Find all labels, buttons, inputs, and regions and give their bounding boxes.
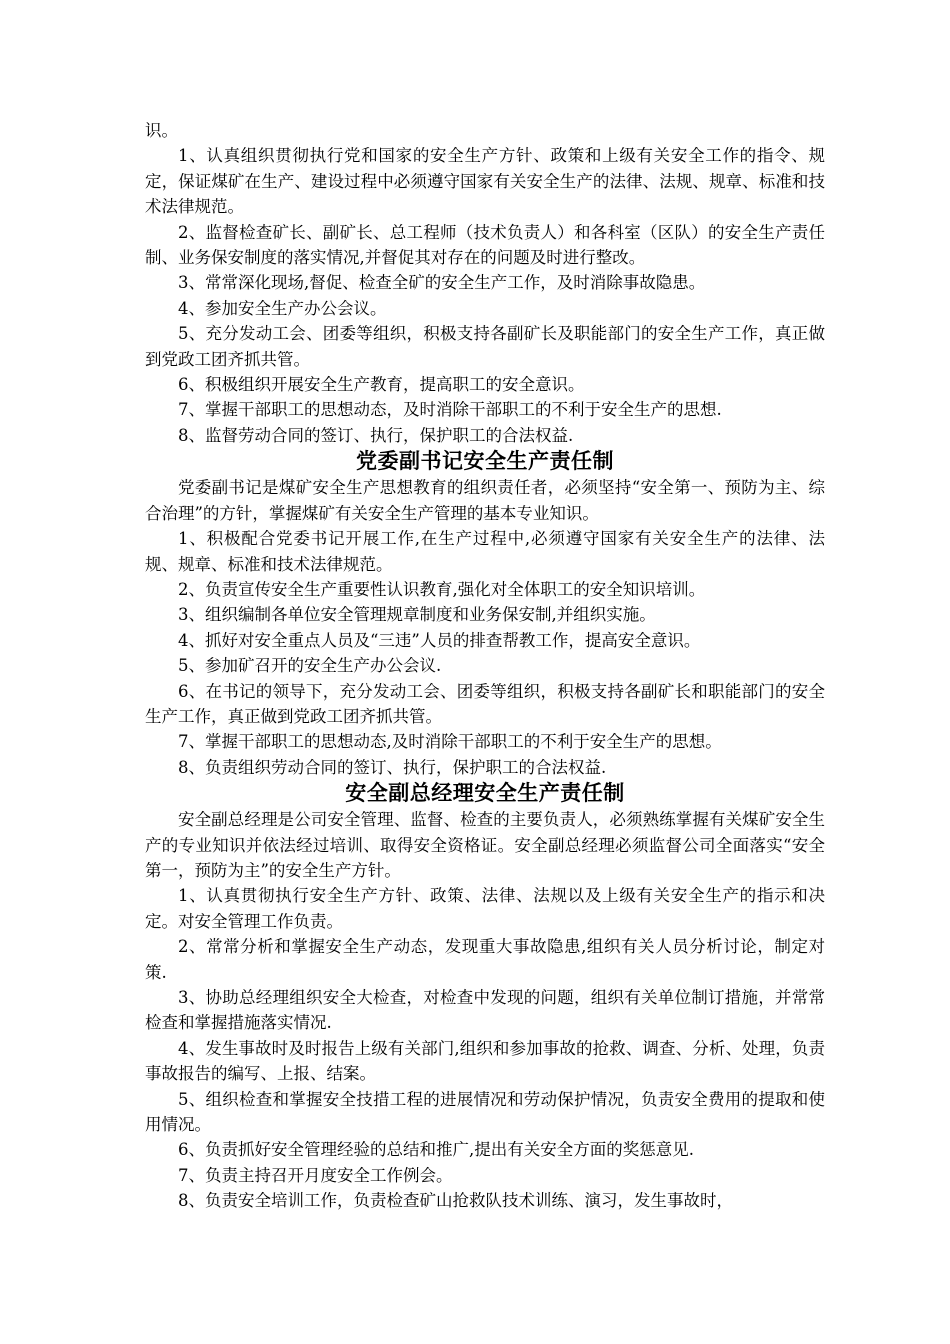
paragraph-continuation: 识。 [145, 121, 178, 140]
list-item: 6、积极组织开展安全生产教育，提高职工的安全意识。 [178, 375, 585, 395]
list-item: 6、在书记的领导下，充分发动工会、团委等组织，积极支持各副矿长和职能部门的安全生产工作，真正做到党政工团齐抓共管。 [145, 681, 825, 726]
list-item: 8、监督劳动合同的签订、执行，保护职工的合法权益. [178, 425, 574, 445]
list-item: 5、参加矿召开的安全生产办公会议. [178, 656, 442, 676]
list-item: 5、组织检查和掌握安全技措工程的进展情况和劳动保护情况，负责安全费用的提取和使用情况。 [145, 1089, 825, 1135]
list-item: 8、负责组织劳动合同的签订、执行，保护职工的合法权益. [178, 757, 607, 777]
document-page [145, 118, 825, 1214]
list-item: 4、参加安全生产办公会议。 [178, 298, 387, 318]
list-item: 3、组织编制各单位安全管理规章制度和业务保安制,并组织实施。 [178, 605, 656, 625]
list-item: 7、掌握干部职工的思想动态，及时消除干部职工的不利于安全生产的思想. [178, 400, 722, 420]
list-item: 2、常常分析和掌握安全生产动态，发现重大事故隐患,组织有关人员分析讨论，制定对策. [145, 937, 825, 982]
list-item: 1、认真贯彻执行安全生产方针、政策、法律、法规以及上级有关安全生产的指示和决定。对安全管理工作负责。 [145, 886, 825, 931]
list-item: 2、监督检查矿长、副矿长、总工程师（技术负责人）和各科室（区队）的安全生产责任制、业务保安制度的落实情况,并督促其对存在的问题及时进行整改。 [145, 222, 825, 268]
section-intro: 党委副书记是煤矿安全生产思想教育的组织责任者，必须坚持“安全第一、预防为主、综合治理”的方针，掌握煤矿有关安全生产管理的基本专业知识。 [145, 478, 825, 523]
list-item: 6、负责抓好安全管理经验的总结和推广,提出有关安全方面的奖惩意见. [178, 1140, 694, 1160]
section-intro: 安全副总经理是公司安全管理、监督、检查的主要负责人，必须熟练掌握有关煤矿安全生产的专业知识并依法经过培训、取得安全资格证。安全副总经理必须监督公司全面落实“安全第一，预防为主”的安全生产方针。 [145, 810, 825, 880]
list-item: 3、常常深化现场,督促、检查全矿的安全生产工作，及时消除事故隐患。 [178, 273, 706, 293]
list-item: 1、积极配合党委书记开展工作,在生产过程中,必须遵守国家有关安全生产的法律、法规、规章、标准和技术法律规范。 [145, 529, 825, 574]
list-item: 7、掌握干部职工的思想动态,及时消除干部职工的不利于安全生产的思想。 [178, 732, 722, 752]
section-title-safety-deputy-gm: 安全副总经理安全生产责任制 [345, 781, 625, 806]
section-title-deputy-party-secretary: 党委副书记安全生产责任制 [356, 449, 614, 474]
list-item: 8、负责安全培训工作，负责检查矿山抢救队技术训练、演习，发生事故时， [178, 1191, 733, 1211]
list-item: 2、负责宣传安全生产重要性认识教育,强化对全体职工的安全知识培训。 [178, 579, 706, 599]
list-item: 1、认真组织贯彻执行党和国家的安全生产方针、政策和上级有关安全工作的指令、规定，保证煤矿在生产、建设过程中必须遵守国家有关安全生产的法律、法规、规章、标准和技术法律规范。 [145, 146, 825, 217]
list-item: 3、协助总经理组织安全大检查，对检查中发现的问题，组织有关单位制订措施，并常常检查和掌握措施落实情况. [145, 988, 825, 1033]
list-item: 7、负责主持召开月度安全工作例会。 [178, 1165, 453, 1185]
list-item: 4、抓好对安全重点人员及“三违”人员的排查帮教工作，提高安全意识。 [178, 630, 701, 650]
list-item: 5、充分发动工会、团委等组织，积极支持各副矿长及职能部门的安全生产工作，真正做到党政工团齐抓共管。 [145, 324, 825, 369]
list-item: 4、发生事故时及时报告上级有关部门,组织和参加事故的抢救、调查、分析、处理，负责事故报告的编写、上报、结案。 [145, 1038, 825, 1084]
